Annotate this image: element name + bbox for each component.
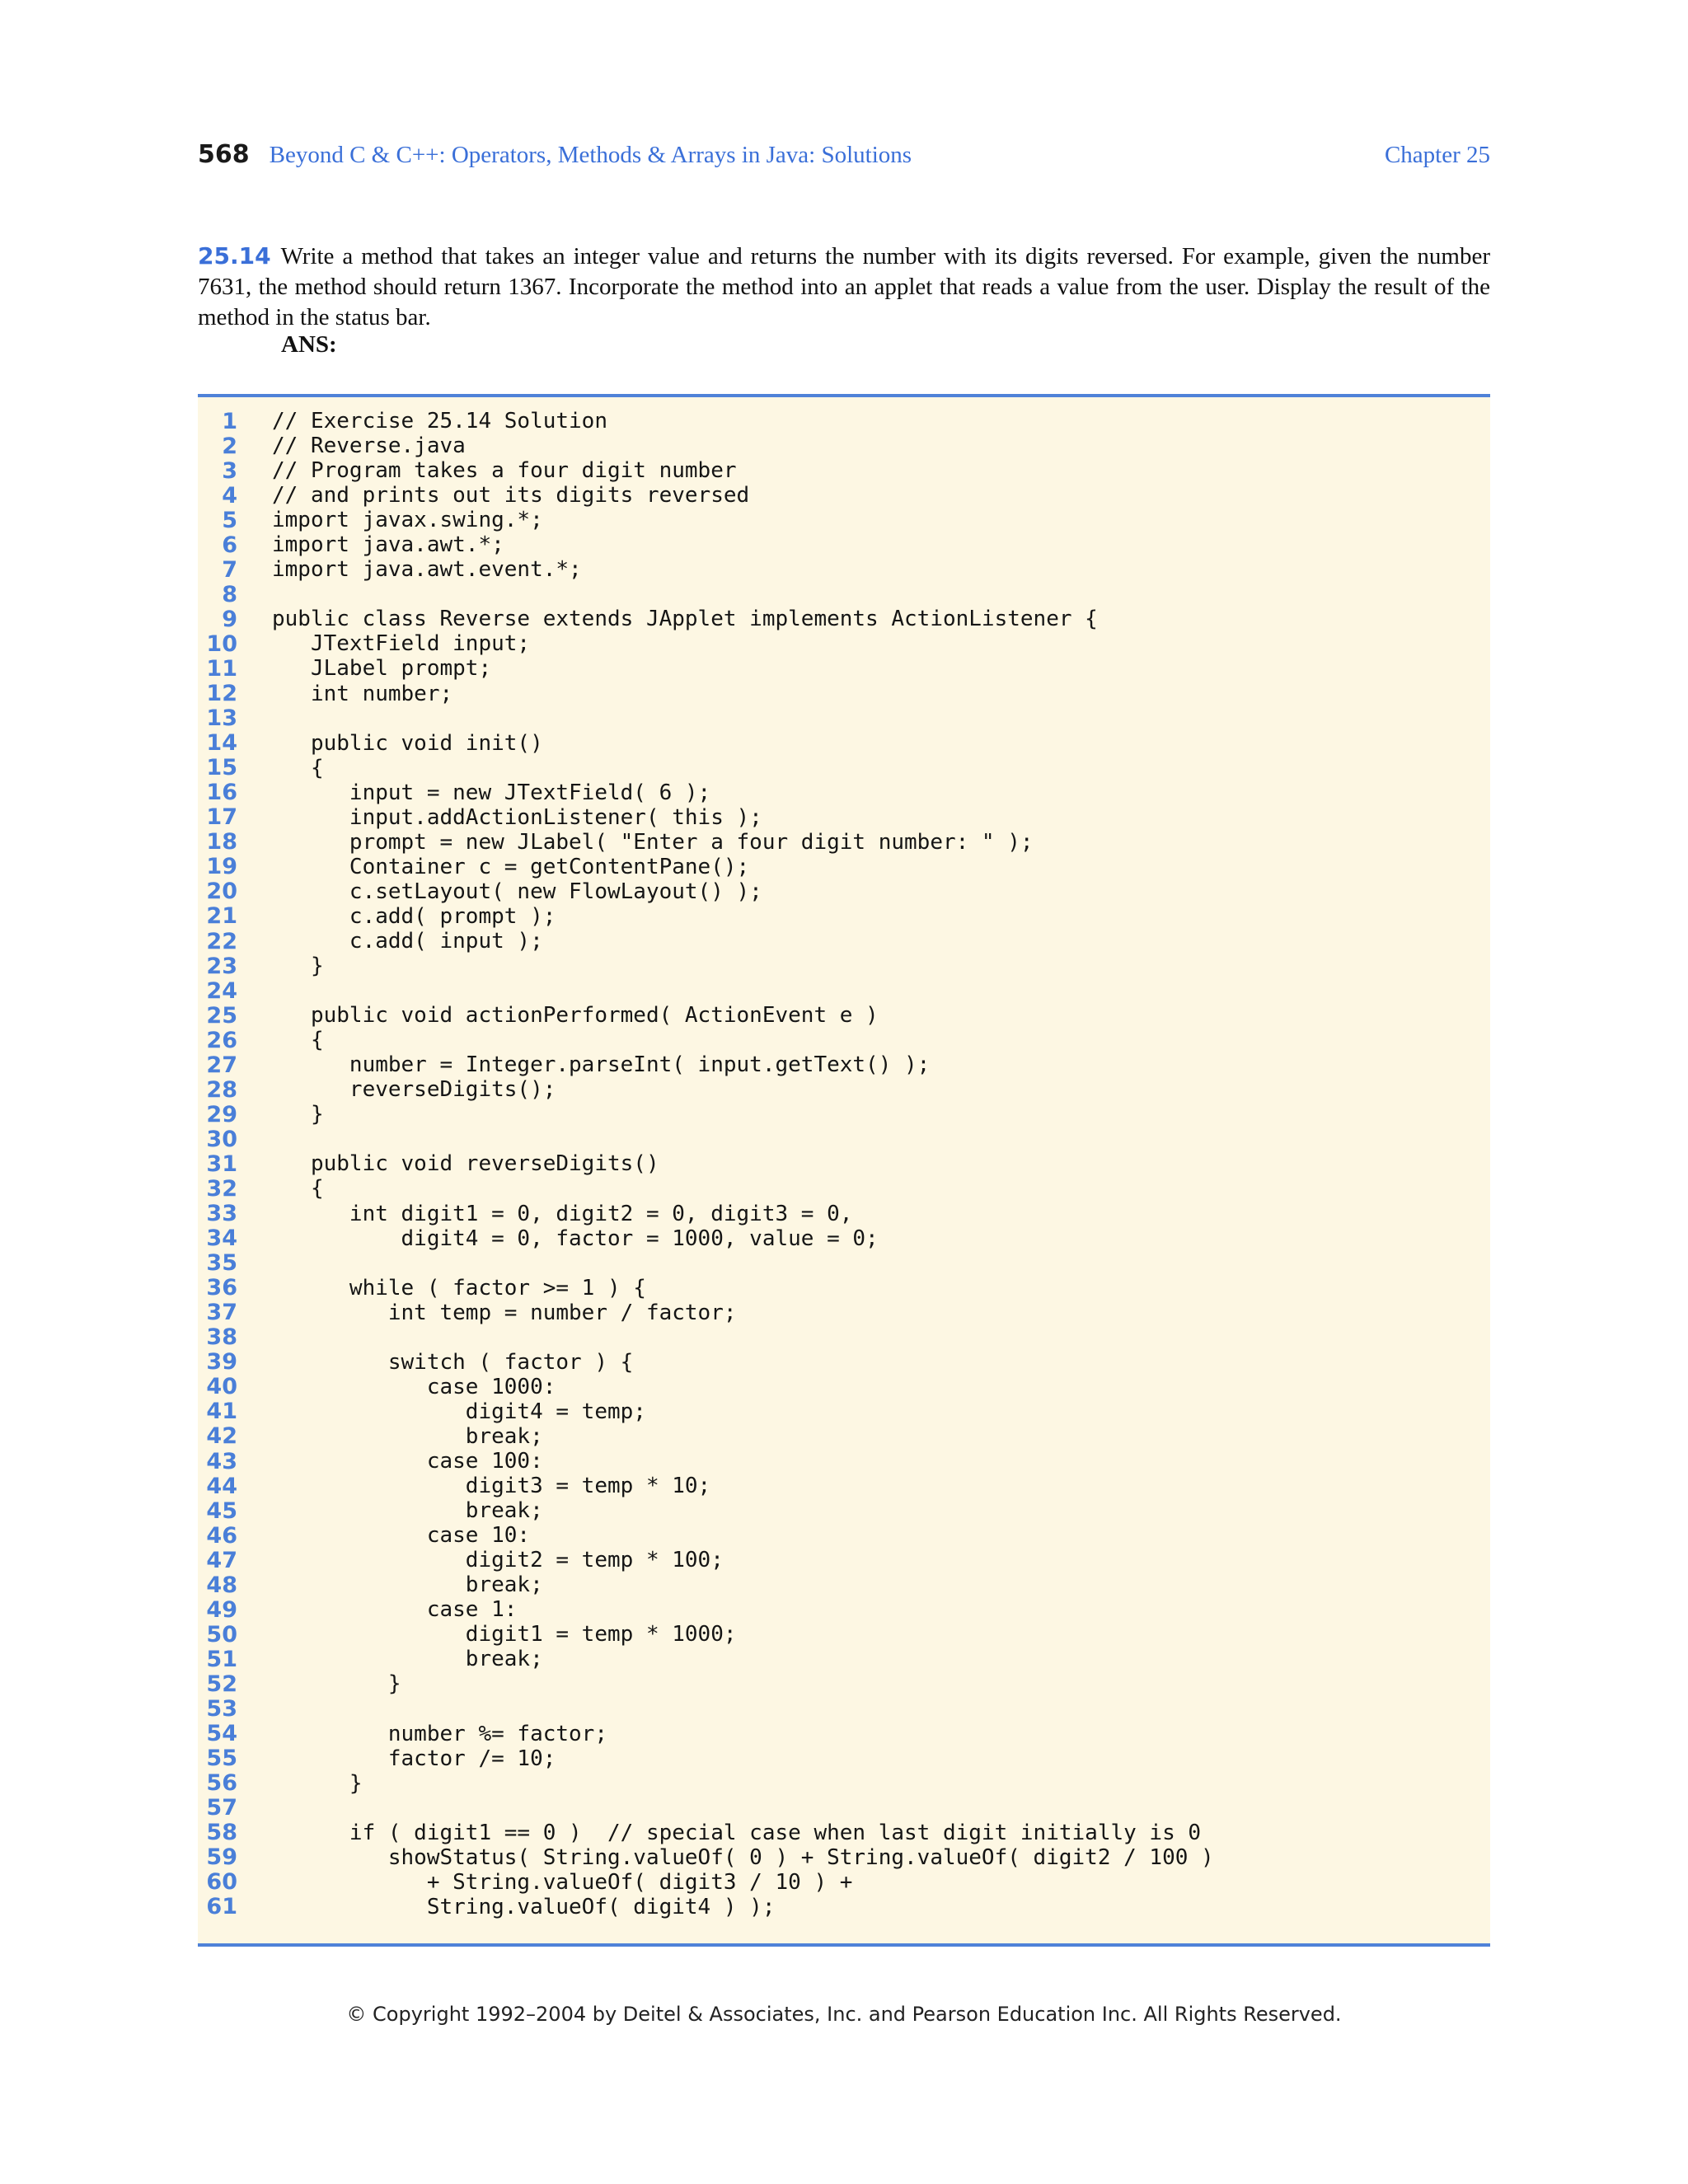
code-line (198, 1895, 1490, 1919)
code-line (198, 1821, 1490, 1845)
code-line (198, 1474, 1490, 1498)
code-line (198, 929, 1490, 954)
line-number: 22 (206, 928, 237, 954)
code-lines (198, 409, 1490, 1919)
code-line (198, 1028, 1490, 1052)
code-line (198, 532, 1490, 557)
line-code: break; (272, 1647, 543, 1672)
line-number: 5 (222, 507, 237, 533)
code-line (198, 1350, 1490, 1375)
line-number: 43 (206, 1448, 237, 1474)
line-number: 48 (206, 1572, 237, 1598)
code-line (198, 805, 1490, 830)
line-number: 23 (206, 953, 237, 979)
code-line (198, 1771, 1490, 1796)
line-number: 17 (206, 804, 237, 831)
code-line (198, 706, 1490, 731)
code-line (198, 1671, 1490, 1696)
running-header (198, 140, 1490, 176)
line-number: 3 (222, 457, 237, 484)
code-line (198, 409, 1490, 434)
line-number: 60 (206, 1869, 237, 1896)
code-line (198, 1696, 1490, 1721)
code-listing (198, 394, 1490, 1947)
code-line (198, 607, 1490, 631)
code-line (198, 1870, 1490, 1895)
line-number: 59 (206, 1844, 237, 1871)
line-number: 8 (222, 581, 237, 607)
code-line (198, 830, 1490, 855)
line-number: 28 (206, 1076, 237, 1103)
line-code: digit4 = temp; (272, 1399, 646, 1424)
line-code: int number; (272, 681, 453, 706)
line-number: 27 (206, 1052, 237, 1078)
line-code: int digit1 = 0, digit2 = 0, digit3 = 0, (272, 1201, 853, 1226)
line-code: { (272, 1176, 324, 1202)
line-number: 18 (206, 829, 237, 855)
code-line (198, 780, 1490, 805)
line-number: 24 (206, 977, 237, 1004)
line-code: digit1 = temp * 1000; (272, 1622, 737, 1647)
line-code: if ( digit1 == 0 ) // special case when last digit initially is 0 (272, 1820, 1202, 1845)
line-number: 58 (206, 1820, 237, 1846)
page-number: 568 (198, 140, 250, 169)
line-code: number %= factor; (272, 1721, 607, 1746)
line-code: JTextField input; (272, 631, 531, 657)
line-code: break; (272, 1498, 543, 1524)
code-line (198, 1375, 1490, 1399)
line-code: // and prints out its digits reversed (272, 483, 750, 509)
exercise-text: Write a method that takes an integer value and returns the number with its digits reversed. For example, given the number 7631, the method should return 1367. Incorporate the method into an applet that reads a value from the user. Display the result of the method in the status bar. (198, 243, 1490, 330)
code-line (198, 1102, 1490, 1127)
code-line (198, 879, 1490, 904)
line-number: 10 (206, 630, 237, 657)
line-number: 56 (206, 1770, 237, 1797)
line-code: // Program takes a four digit number (272, 458, 737, 484)
exercise-statement (198, 241, 1490, 333)
code-line (198, 954, 1490, 978)
line-code: } (272, 1671, 401, 1697)
line-number: 49 (206, 1596, 237, 1623)
line-code: public class Reverse extends JApplet implements ActionListener { (272, 607, 1098, 632)
chapter-label: Chapter 25 (1384, 142, 1490, 168)
code-line (198, 1052, 1490, 1077)
code-line (198, 1226, 1490, 1251)
code-line (198, 1746, 1490, 1771)
line-code: c.setLayout( new FlowLayout() ); (272, 879, 762, 904)
code-line (198, 1597, 1490, 1622)
line-code: showStatus( String.valueOf( 0 ) + String.valueOf( digit2 / 100 ) (272, 1844, 1214, 1870)
copyright-footer: © Copyright 1992–2004 by Deitel & Associates, Inc. and Pearson Education Inc. All Rights Reserved. (346, 2003, 1342, 2026)
line-code: c.add( input ); (272, 929, 543, 954)
line-code: import javax.swing.*; (272, 508, 543, 533)
code-line (198, 1424, 1490, 1449)
line-code: digit2 = temp * 100; (272, 1548, 724, 1573)
line-number: 35 (206, 1250, 237, 1277)
line-number: 54 (206, 1721, 237, 1747)
code-line (198, 631, 1490, 656)
code-line (198, 756, 1490, 780)
line-number: 13 (206, 705, 237, 732)
code-line (198, 1449, 1490, 1474)
line-number: 4 (222, 482, 237, 509)
code-line (198, 656, 1490, 681)
line-number: 34 (206, 1226, 237, 1252)
line-code: digit4 = 0, factor = 1000, value = 0; (272, 1226, 879, 1251)
line-code: c.add( prompt ); (272, 903, 556, 929)
line-number: 31 (206, 1151, 237, 1177)
line-code: JLabel prompt; (272, 656, 492, 682)
line-number: 25 (206, 1002, 237, 1029)
code-line (198, 1127, 1490, 1151)
line-number: 52 (206, 1671, 237, 1697)
code-line (198, 1151, 1490, 1176)
line-number: 57 (206, 1795, 237, 1821)
exercise-number: 25.14 (198, 242, 271, 269)
code-line (198, 1845, 1490, 1870)
line-number: 6 (222, 532, 237, 558)
code-line (198, 1622, 1490, 1647)
code-line (198, 1399, 1490, 1424)
line-code: case 10: (272, 1523, 531, 1549)
line-number: 42 (206, 1423, 237, 1450)
line-number: 53 (206, 1695, 237, 1722)
line-code: // Reverse.java (272, 434, 466, 459)
code-line (198, 1572, 1490, 1597)
line-code: import java.awt.event.*; (272, 557, 582, 583)
code-line (198, 1003, 1490, 1028)
code-line (198, 1548, 1490, 1572)
line-code: } (272, 1770, 363, 1796)
line-number: 30 (206, 1126, 237, 1152)
line-number: 19 (206, 854, 237, 880)
code-line (198, 1796, 1490, 1821)
line-number: 39 (206, 1349, 237, 1376)
code-line (198, 1276, 1490, 1301)
line-number: 9 (222, 606, 237, 632)
line-code: int temp = number / factor; (272, 1300, 737, 1325)
line-number: 32 (206, 1175, 237, 1202)
line-number: 61 (206, 1894, 237, 1920)
line-code: digit3 = temp * 10; (272, 1474, 711, 1499)
line-number: 46 (206, 1522, 237, 1549)
line-code: break; (272, 1423, 543, 1449)
line-number: 26 (206, 1027, 237, 1053)
line-code: break; (272, 1572, 543, 1598)
line-number: 47 (206, 1547, 237, 1573)
line-number: 36 (206, 1275, 237, 1301)
line-number: 12 (206, 681, 237, 707)
line-code: case 100: (272, 1448, 543, 1474)
line-number: 29 (206, 1101, 237, 1127)
line-code: public void actionPerformed( ActionEvent e ) (272, 1003, 879, 1029)
line-number: 2 (222, 433, 237, 459)
code-line (198, 483, 1490, 508)
line-code: input.addActionListener( this ); (272, 804, 762, 830)
line-number: 20 (206, 879, 237, 905)
line-number: 40 (206, 1374, 237, 1400)
line-code: public void init() (272, 730, 543, 756)
line-number: 14 (206, 730, 237, 757)
code-line (198, 582, 1490, 607)
line-code: // Exercise 25.14 Solution (272, 409, 607, 434)
code-line (198, 508, 1490, 532)
line-number: 16 (206, 780, 237, 806)
line-number: 33 (206, 1201, 237, 1227)
code-line (198, 682, 1490, 706)
line-code: { (272, 1028, 324, 1053)
code-line (198, 731, 1490, 756)
line-number: 50 (206, 1621, 237, 1647)
code-line (198, 1202, 1490, 1226)
line-code: Container c = getContentPane(); (272, 854, 750, 879)
line-number: 45 (206, 1497, 237, 1524)
code-line (198, 978, 1490, 1003)
line-code: number = Integer.parseInt( input.getText() ); (272, 1052, 931, 1078)
code-line (198, 434, 1490, 458)
line-number: 55 (206, 1746, 237, 1772)
line-number: 51 (206, 1646, 237, 1672)
code-line (198, 1523, 1490, 1548)
line-number: 15 (206, 755, 237, 781)
line-number: 38 (206, 1324, 237, 1351)
code-line (198, 1647, 1490, 1671)
line-code: } (272, 954, 324, 979)
code-line (198, 855, 1490, 879)
code-line (198, 1721, 1490, 1746)
line-code: String.valueOf( digit4 ) ); (272, 1894, 776, 1919)
code-line (198, 1498, 1490, 1523)
line-number: 37 (206, 1300, 237, 1326)
line-code: + String.valueOf( digit3 / 10 ) + (272, 1869, 853, 1895)
code-line (198, 1301, 1490, 1325)
line-code: } (272, 1102, 324, 1127)
code-line (198, 1325, 1490, 1350)
code-line (198, 1251, 1490, 1276)
code-line (198, 458, 1490, 483)
line-number: 21 (206, 903, 237, 930)
line-code: factor /= 10; (272, 1746, 556, 1771)
code-line (198, 1077, 1490, 1102)
line-number: 1 (222, 408, 237, 434)
line-code: switch ( factor ) { (272, 1349, 634, 1375)
answer-label: ANS: (281, 331, 337, 358)
code-line (198, 1176, 1490, 1201)
line-number: 41 (206, 1399, 237, 1425)
line-code: prompt = new JLabel( "Enter a four digit number: " ); (272, 829, 1034, 855)
line-code: { (272, 755, 324, 780)
code-line (198, 557, 1490, 582)
line-code: case 1000: (272, 1374, 556, 1399)
line-code: while ( factor >= 1 ) { (272, 1275, 646, 1301)
line-number: 11 (206, 656, 237, 682)
line-code: case 1: (272, 1597, 518, 1623)
line-number: 7 (222, 556, 237, 583)
line-code: public void reverseDigits() (272, 1151, 659, 1177)
code-line (198, 904, 1490, 929)
line-number: 44 (206, 1473, 237, 1499)
line-code: input = new JTextField( 6 ); (272, 780, 711, 805)
line-code: import java.awt.*; (272, 532, 504, 558)
line-code: reverseDigits(); (272, 1077, 556, 1103)
running-title: Beyond C & C++: Operators, Methods & Arrays in Java: Solutions (269, 142, 912, 168)
